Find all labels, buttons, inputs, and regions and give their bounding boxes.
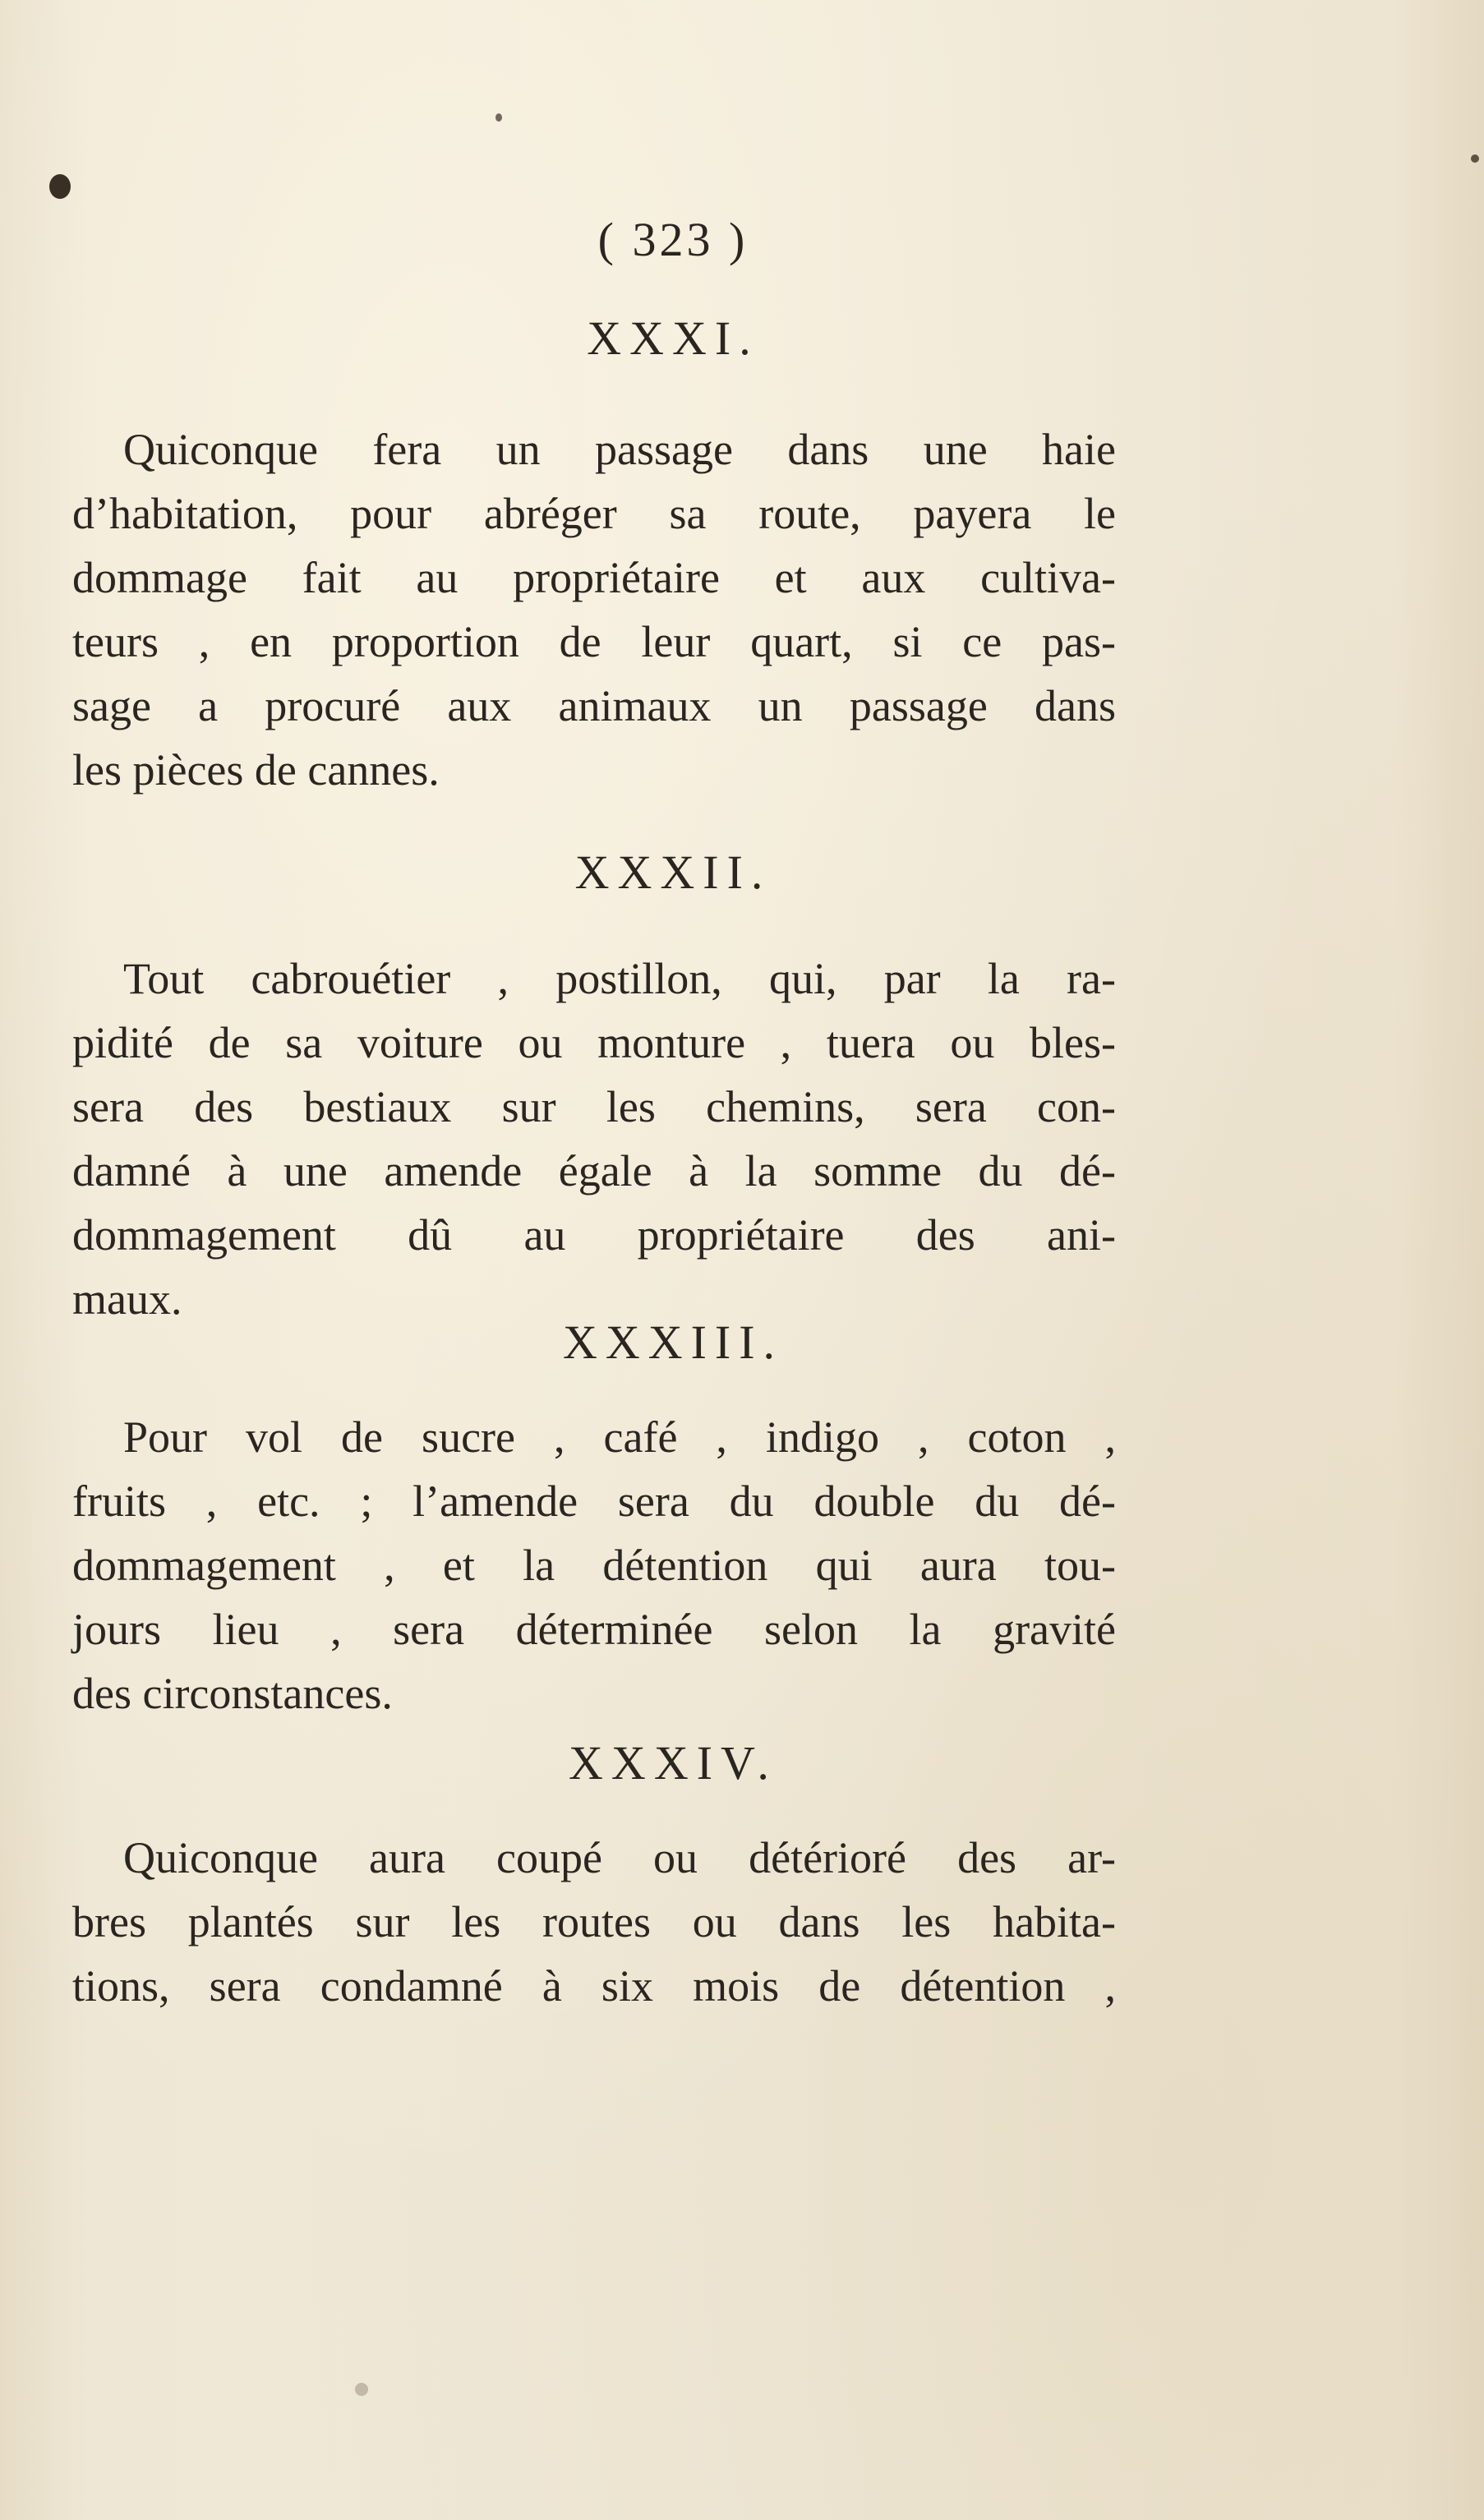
text-line: maux.	[72, 1274, 182, 1324]
text-line: Pour vol de sucre , café , indigo , coton ,	[123, 1412, 1116, 1462]
text-line: les pièces de cannes.	[72, 745, 440, 795]
text-line: sera des bestiaux sur les chemins, sera con-	[72, 1082, 1116, 1131]
text-line: bres plantés sur les routes ou dans les habita-	[72, 1897, 1116, 1946]
article-heading: XXXIV.	[569, 1736, 777, 1790]
article-heading: XXXI.	[587, 311, 759, 365]
article-body	[72, 947, 1116, 1331]
article-heading: XXXIII.	[562, 1315, 784, 1369]
text-line: des circonstances.	[72, 1669, 393, 1718]
text-line: Quiconque fera un passage dans une haie	[123, 425, 1116, 474]
text-line: sage a procuré aux animaux un passage dans	[72, 681, 1116, 730]
ink-spot	[495, 113, 502, 122]
article-heading: XXXII.	[574, 845, 772, 899]
text-line: tions, sera condamné à six mois de détention ,	[72, 1961, 1116, 2011]
ink-spot	[49, 174, 71, 199]
text-line: dommagement , et la détention qui aura tou-	[72, 1541, 1116, 1590]
ink-spot	[355, 2383, 368, 2396]
text-line: dommagement dû au propriétaire des ani-	[72, 1210, 1116, 1260]
text-line: d’habitation, pour abréger sa route, payera le	[72, 489, 1116, 538]
text-line: damné à une amende égale à la somme du dé-	[72, 1146, 1116, 1196]
article-body	[72, 1405, 1116, 1725]
article-body	[72, 1826, 1116, 2018]
text-line: Tout cabrouétier , postillon, qui, par la ra-	[123, 954, 1116, 1003]
page-number: ( 323 )	[597, 213, 749, 266]
ink-spot	[1471, 154, 1479, 163]
text-line: dommage fait au propriétaire et aux cultiva-	[72, 553, 1116, 602]
text-line: teurs , en proportion de leur quart, si ce pas-	[72, 617, 1116, 666]
text-line: Quiconque aura coupé ou détérioré des ar-	[123, 1833, 1116, 1882]
article-body	[72, 417, 1116, 802]
text-line: jours lieu , sera déterminée selon la gravité	[72, 1605, 1116, 1654]
text-line: pidité de sa voiture ou monture , tuera ou bles-	[72, 1018, 1116, 1067]
text-line: fruits , etc. ; l’amende sera du double du dé-	[72, 1477, 1116, 1526]
